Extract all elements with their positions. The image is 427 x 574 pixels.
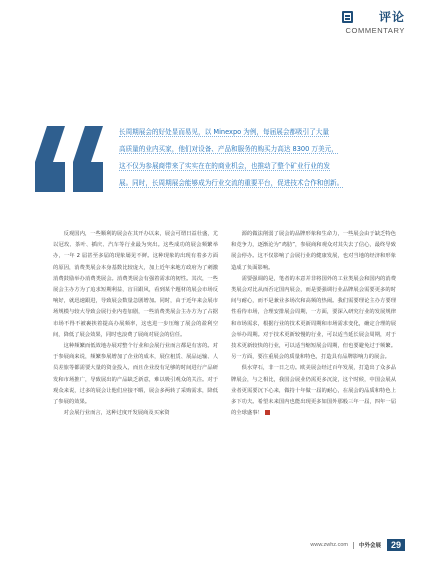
page-footer [310,538,405,552]
body-paragraph: 对会展行业而言，这种过度开发展商及买家资 [63,410,170,417]
quote-mark-icon [33,122,113,194]
body-paragraph [231,363,396,419]
pull-quote-line: 这不仅为参展商带来了实实在在的商业机会，也推动了整个矿业行业的发 [119,162,330,170]
footer-url[interactable]: www.zwhz.com [310,542,348,548]
section-subtitle: COMMENTARY [345,26,405,35]
body-text: 俱水穿石，非一日之功。欧美展会经过百年发展，打造出了众多品牌展会，与之相比，我国会展业仍需更多沉淀，这个时候，中国会展从业者更需要沉下心来，做持十年做一届的耐心，在展会的品质和特色上多下功夫。希望未来国内也能出现更多如国外那般三年一届，四年一届的全球盛事！ [231,365,396,417]
body-paragraph: 源的做法削弱了展会的品牌形象和生命力，一些展会由于缺乏特色和竞争力，逐渐沦为“鸡肋”，参展商和观众对其失去了信心，最终导致展会停办。这不仅影响了会展行业的健康发展，也对当地的经济和形象造成了负面影响。 [231,231,396,271]
body-paragraph: 需要强调的是，笔者的本意并非将国外的工业类展会和国内的消费类展会对比从而否定国内展会，而是要强调行业品牌展会需要更多的时间与耐心，而不是兼业多场次和高频的热闹。我们需要理论主办方要理性看待市场，合理安排展会周期，一方面，要深入研究行业的发展规律和市场需求，根据行业的技术更新周期和市场需求变化，确定合理的展会举办周期。对于技术更新较慢的行业，可以适当延长展会周期，对于技术更新较快的行业，可以适当缩短展会周期，但也要避免过于频繁。另一方面，要注重展会的质量和特色，打造具有品牌影响力的展会。 [231,275,396,361]
pull-quote-line: 高质量的业内买家，他们对设备、产品和服务的购买力高达 8300 万美元， [119,145,338,153]
end-mark-icon [265,410,270,415]
article-column-left [53,229,218,419]
pull-quote-line: 展。同时，长周期展会能够成为行业交流的重要平台，促进技术合作和创新。 [119,179,344,187]
pull-quote-line: 长周期展会的好处显而易见，以 Minexpo 为例，每届展会都吸引了大量 [119,128,329,136]
article-column-right [231,229,396,419]
document-icon [342,11,353,23]
footer-divider [353,542,354,549]
pull-quote [119,124,409,192]
section-title: 评论 [378,10,405,24]
page-number: 29 [387,539,405,551]
magazine-name: 中外会展 [358,543,381,549]
body-paragraph: 反观国内，一些顺利的展会在其开办以来，展会可谓日益壮盛，尤以冠玫、茶叶、插庆、汽车等行业最为突出。这些成功的展会频繁举办，一年 2 届甚至多届的现象屡见不鲜。这种现象的出现有着多方面的原因，消费类展会本身基数比较庞大，加上近年来地方政府为了刺激消费鼓励举办消费类展会。消费类展会有强着需求的韧性。其次，一些展会主办方为了追求短期利益，盲目跟风，看到某个题材的展会市场反响好，就迅速跟进，导致展会数量急剧增加。同时，由于近年来会展市场规模与较大导致会展行业内卷加剧，一些消费类展会主办方为了占据市场不得不被裹挟着提高办展频率，这也进一步压缩了展会的盈利空间，降低了展会效果，同时也浪费了展商对展会的信任。 [53,231,218,338]
section-header [225,6,405,42]
body-paragraph: 这种频繁而低效地办展对整个行业和会展行业而言都是有害的。对于参展商来说，频繁参展增加了企业的成本，展位租赁、展品运输、人员差旅等都需要大量的资金投入，而且企业没有足够的时间进行产品研发和市场推广，导致展出的产品缺乏新意，难以吸引观众的关注。对于观众来说，过多的展会让他们应接不暇，展会多两转了采购需求，降低了参展的效果。 [53,343,218,406]
